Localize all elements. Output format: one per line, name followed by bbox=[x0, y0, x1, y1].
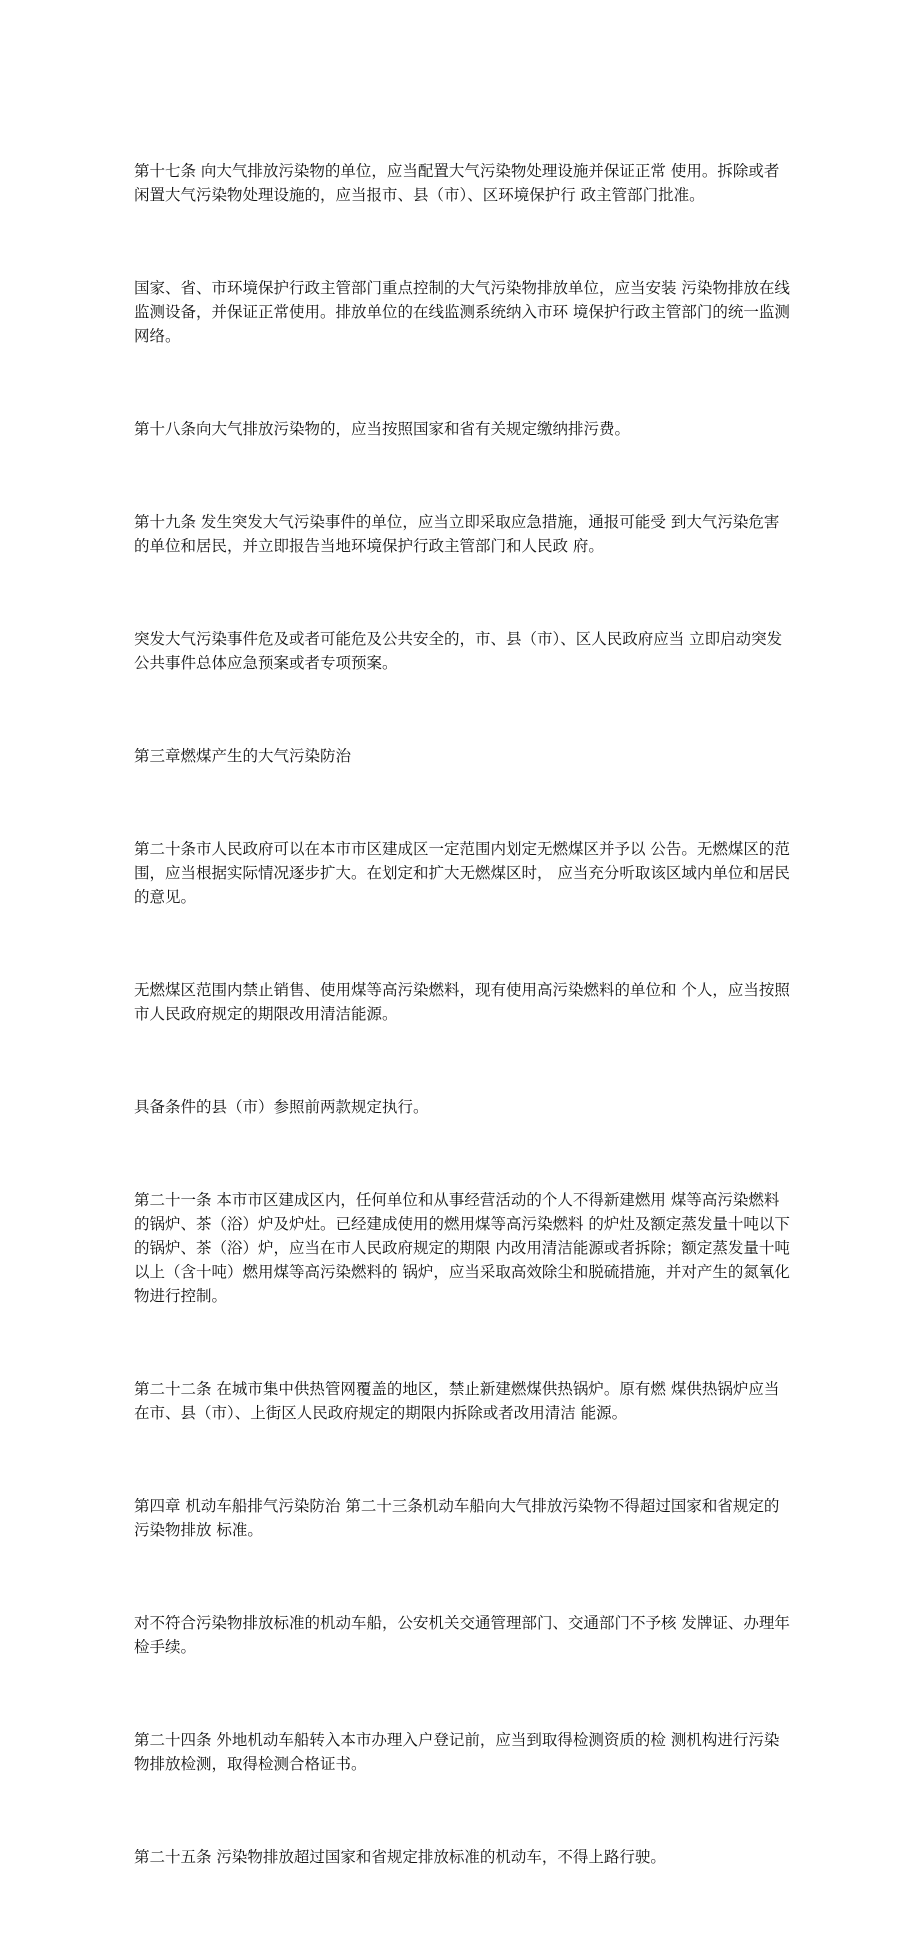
paragraph-article-18: 第十八条向大气排放污染物的，应当按照国家和省有关规定缴纳排污费。 bbox=[134, 420, 631, 438]
paragraph-noncompliant-vehicles: 对不符合污染物排放标准的机动车船，公安机关交通管理部门、交通部门不予核 发牌证、办理年检手续。 bbox=[134, 1614, 790, 1656]
document-body bbox=[134, 111, 794, 1938]
chapter-4-article-23: 第四章 机动车船排气污染防治 第二十三条机动车船向大气排放污染物不得超过国家和省规定的污染物排放 标准。 bbox=[134, 1497, 780, 1539]
paragraph-county-reference: 具备条件的县（市）参照前两款规定执行。 bbox=[134, 1098, 429, 1116]
paragraph-article-25: 第二十五条 污染物排放超过国家和省规定排放标准的机动车，不得上路行驶。 bbox=[134, 1848, 666, 1866]
paragraph-article-20: 第二十条市人民政府可以在本市市区建成区一定范围内划定无燃煤区并予以 公告。无燃煤区的范围，应当根据实际情况逐步扩大。在划定和扩大无燃煤区时， 应当充分听取该区域内单位和居民的意见。 bbox=[134, 840, 790, 906]
paragraph-article-17: 第十七条 向大气排放污染物的单位，应当配置大气污染物处理设施并保证正常 使用。拆除或者闲置大气污染物处理设施的，应当报市、县（市）、区环境保护行 政主管部门批准。 bbox=[134, 162, 780, 204]
paragraph-coal-free-zone: 无燃煤区范围内禁止销售、使用煤等高污染燃料，现有使用高污染燃料的单位和 个人，应当按照市人民政府规定的期限改用清洁能源。 bbox=[134, 981, 790, 1023]
chapter-3-heading: 第三章燃煤产生的大气污染防治 bbox=[134, 747, 352, 765]
paragraph-article-19: 第十九条 发生突发大气污染事件的单位，应当立即采取应急措施，通报可能受 到大气污染危害的单位和居民，并立即报告当地环境保护行政主管部门和人民政 府。 bbox=[134, 513, 780, 555]
paragraph-article-21: 第二十一条 本市市区建成区内，任何单位和从事经营活动的个人不得新建燃用 煤等高污染燃料的锅炉、茶（浴）炉及炉灶。已经建成使用的燃用煤等高污染燃料 的炉灶及额定蒸发量十吨以下的锅炉、茶（浴）炉，应当在市人民政府规定的期限 内改用清洁能源或者拆除；额定蒸发量十吨以上（含十吨）燃用煤等高污染燃料的 锅炉，应当采取高效除尘和脱硫措施，并对产生的氮氧化物进行控制。 bbox=[134, 1191, 790, 1305]
paragraph-key-monitoring: 国家、省、市环境保护行政主管部门重点控制的大气污染物排放单位，应当安装 污染物排放在线监测设备，并保证正常使用。排放单位的在线监测系统纳入市环 境保护行政主管部门的统一监测网络。 bbox=[134, 279, 790, 345]
paragraph-emergency-plan: 突发大气污染事件危及或者可能危及公共安全的，市、县（市）、区人民政府应当 立即启动突发公共事件总体应急预案或者专项预案。 bbox=[134, 630, 783, 672]
paragraph-article-24: 第二十四条 外地机动车船转入本市办理入户登记前，应当到取得检测资质的检 测机构进行污染物排放检测，取得检测合格证书。 bbox=[134, 1731, 780, 1773]
paragraph-article-22: 第二十二条 在城市集中供热管网覆盖的地区，禁止新建燃煤供热锅炉。原有燃 煤供热锅炉应当在市、县（市）、上街区人民政府规定的期限内拆除或者改用清洁 能源。 bbox=[134, 1380, 780, 1422]
